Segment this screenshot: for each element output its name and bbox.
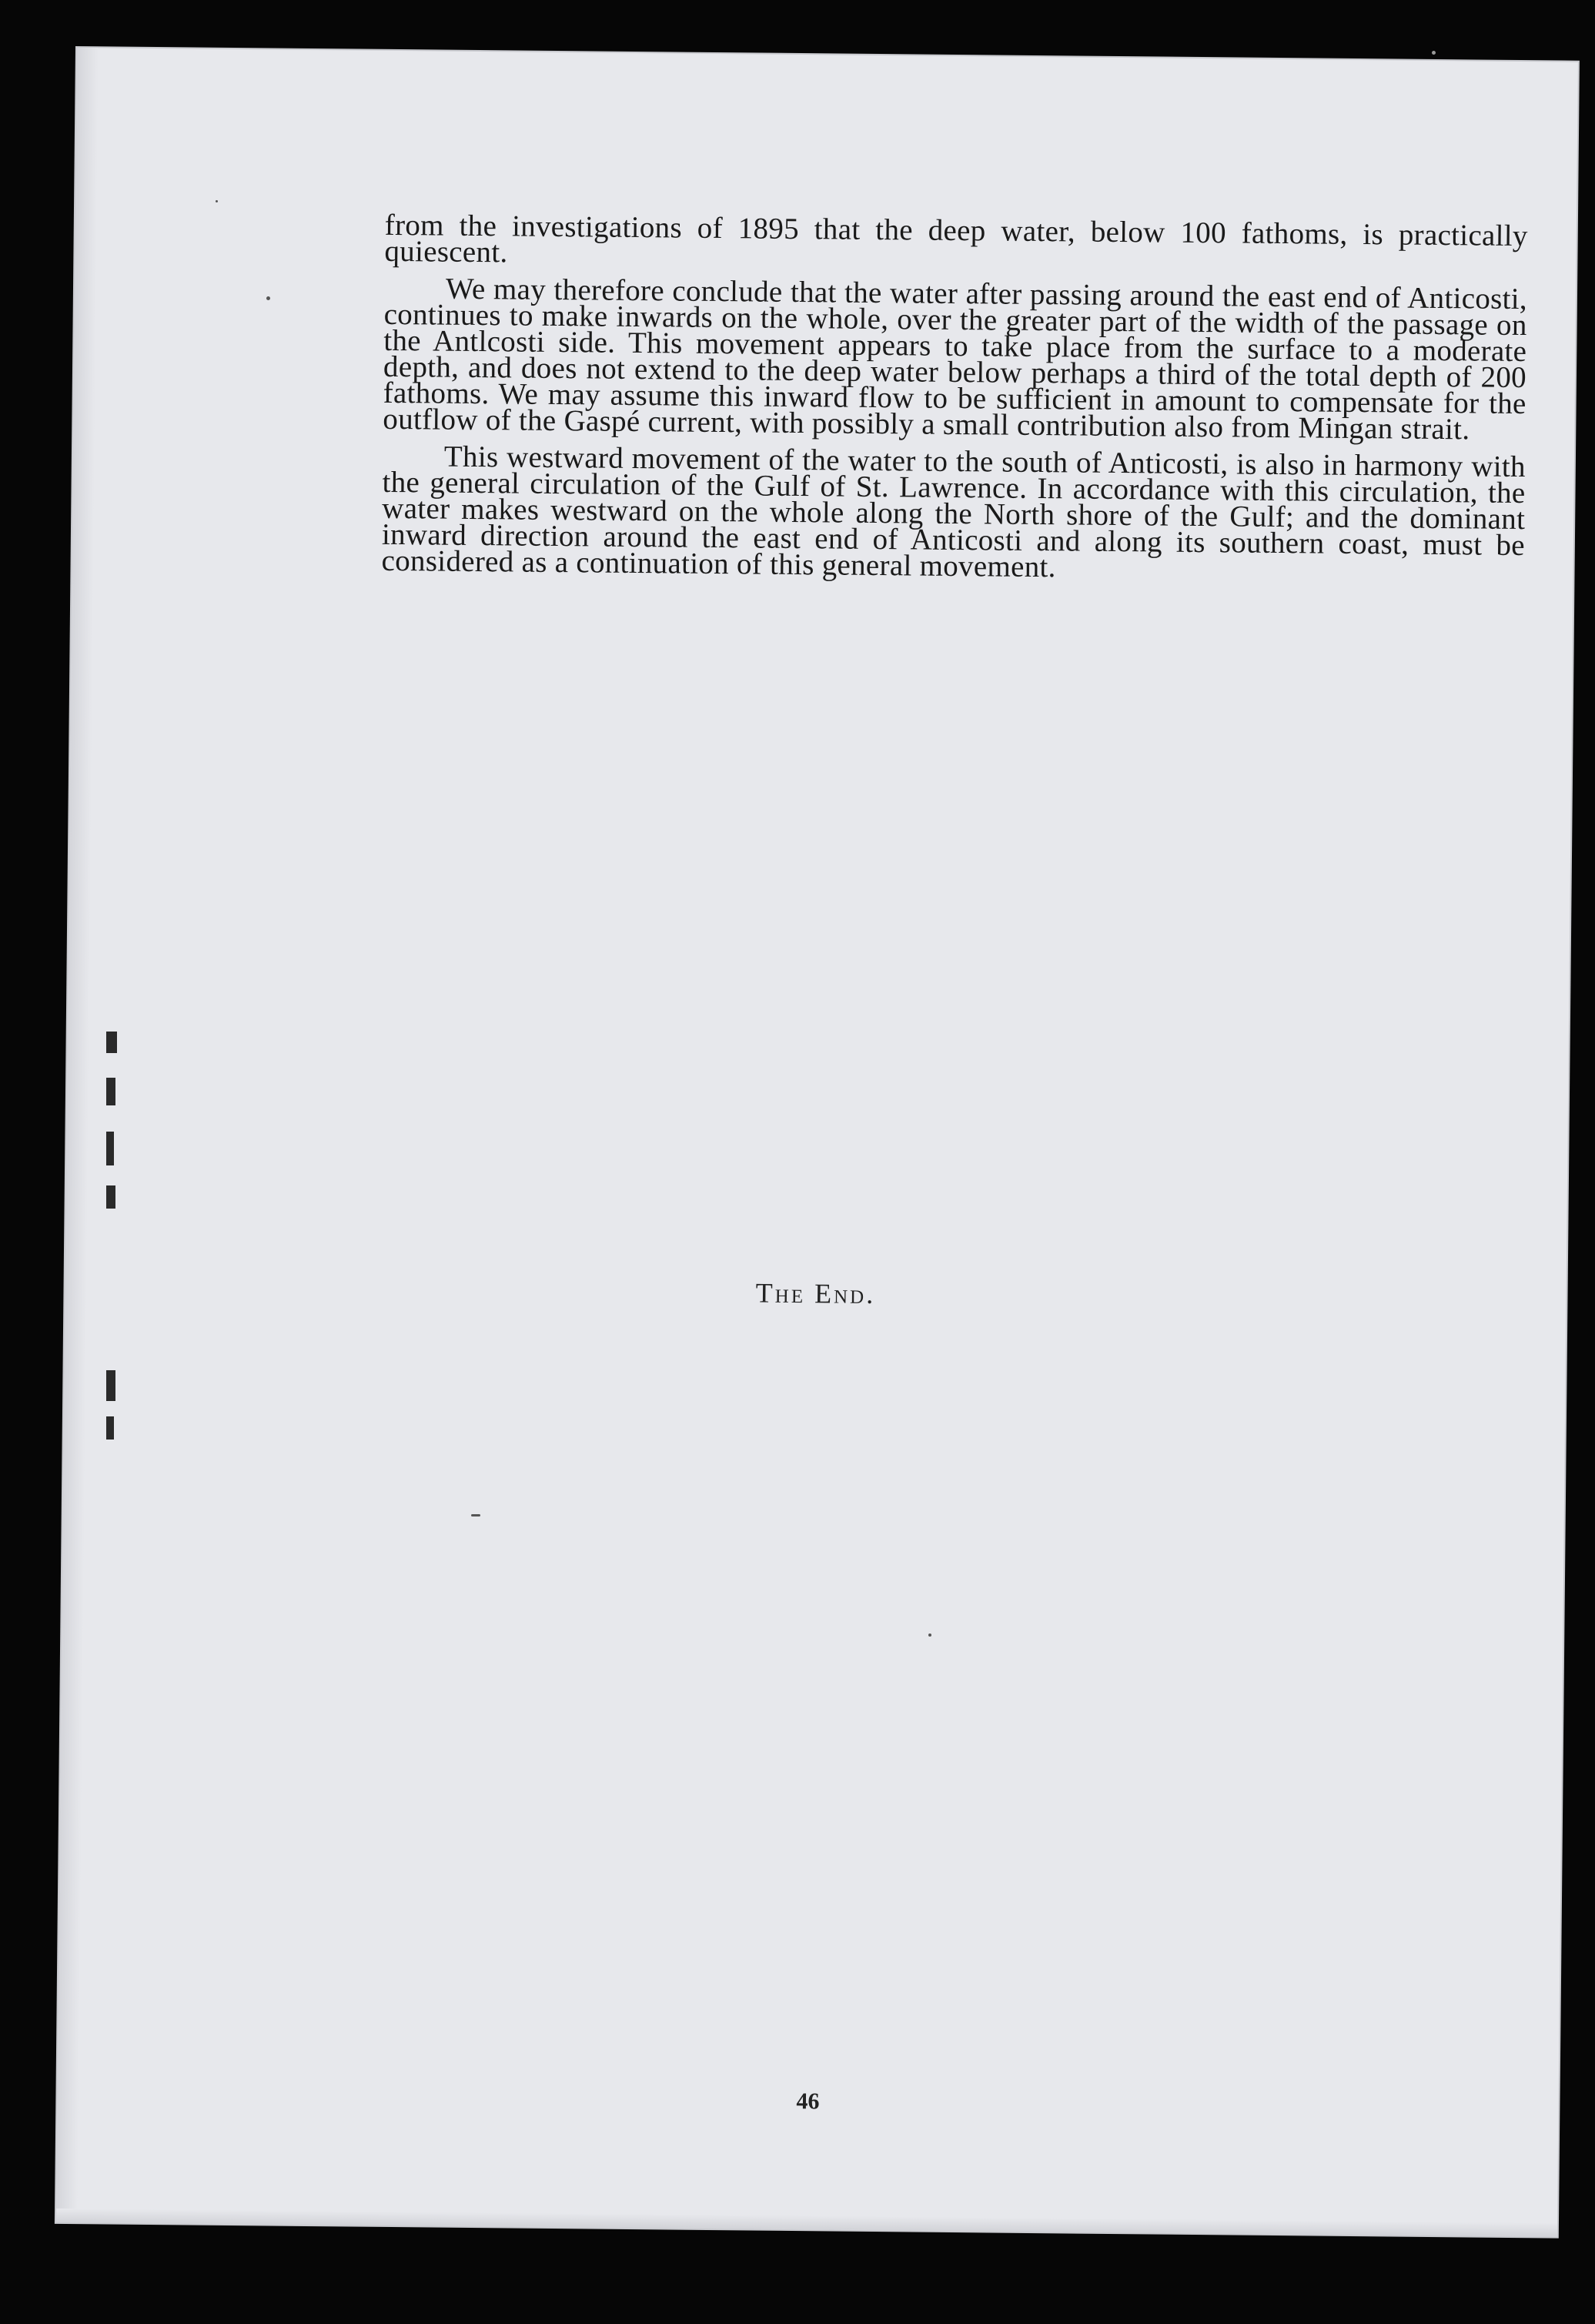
page-number: 46 <box>796 2088 820 2115</box>
binding-mark <box>106 1416 114 1440</box>
binding-mark <box>106 1132 114 1165</box>
binding-mark <box>106 1185 115 1209</box>
binding-mark <box>106 1032 117 1053</box>
dust-speck <box>471 1514 480 1516</box>
paragraph-conclusion: We may therefore conclude that the water after passing around the east end of Anticosti, continues to make inwards on the whole, over the greater part of the width of the passage on the Antlcosti side. This movement appears to take place from the surface to a moderate depth, and does not extend to the deep water below perhaps a third of the total depth of 200 fathoms. We may assume this inward flow to be sufficient in amount to compensate for the outflow of the Gaspé current, with possibly a small contribution also from Mingan strait. <box>383 272 1528 446</box>
dust-speck <box>216 200 218 202</box>
binding-mark <box>106 1370 115 1401</box>
closing-text: The End. <box>755 1277 876 1310</box>
page-bottom-edge <box>56 2209 1557 2237</box>
book-page <box>56 48 1578 2237</box>
body-text <box>381 208 1528 585</box>
dust-speck <box>1432 51 1436 55</box>
binding-mark <box>106 1078 115 1105</box>
paragraph-continuation: from the investigations of 1895 that the deep water, below 100 fathoms, is practically quiescent. <box>384 208 1528 269</box>
dust-speck <box>928 1633 931 1637</box>
dust-speck <box>266 296 270 300</box>
paragraph-westward-movement: This westward movement of the water to the south of Anticosti, is also in harmony with the general circulation of the Gulf of St. Lawrence. In accordance with this circulation, the water makes westward on the whole along the North shore of the Gulf; and the dominant inward direction around the east end of Anticosti and along its southern coast, must be considered as a continuation of this general movement. <box>381 440 1526 584</box>
page-gutter-shadow <box>56 48 99 2222</box>
